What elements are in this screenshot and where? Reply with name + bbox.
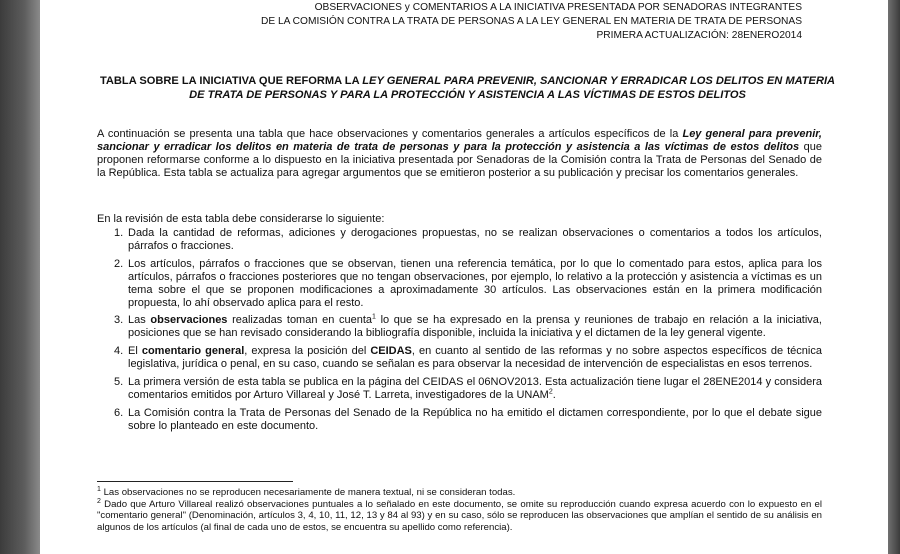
ceidas-term: CEIDAS: [370, 345, 412, 358]
footnote-ref-1[interactable]: 1: [372, 313, 376, 321]
footnote-marker: 2: [97, 497, 101, 505]
footnote-2: [97, 499, 822, 534]
intro-law-name: Ley general para prevenir, sancionar y erradicar los delitos en materia de trata de personas y para la protección y asistencia a las víctimas de estos delitos: [97, 128, 822, 153]
list-item-number: 4.: [114, 345, 124, 358]
observaciones-term: observaciones: [150, 314, 228, 327]
footnote-1: [97, 487, 822, 499]
list-item-text: La primera versión de esta tabla se publica en la página del CEIDAS el 06NOV2013. Esta actualización tiene lugar el 28ENE2014 y considera comentarios emitidos por Arturo Villareal y José T. Larreta, investigadores de la UNAM: [128, 376, 822, 401]
list-item-number: 5.: [114, 376, 124, 389]
document-title: [95, 75, 840, 102]
list-item-text: Dada la cantidad de reformas, adiciones y derogaciones propuestas, no se realizan observaciones o comentarios a todos los artículos, párrafos o fracciones.: [128, 227, 822, 252]
footnote-ref-2[interactable]: 2: [548, 388, 553, 396]
intro-text-2: que proponen reformarse conforme a lo dispuesto en la iniciativa presentada por Senadoras de la Comisión contra la Trata de Personas del Senado de la República. Esta tabla se actualiza para agregar argumentos que se emitieron posterior a su publicación y precisar los comentarios generales.: [97, 140, 822, 179]
list-item: [97, 407, 822, 433]
list-item: [97, 227, 822, 253]
list-item: [97, 258, 822, 310]
list-item-number: 3.: [114, 314, 124, 327]
intro-text-1: A continuación se presenta una tabla que hace observaciones y comentarios generales a artículos específicos de la: [97, 128, 683, 140]
list-item-text: .: [552, 388, 556, 401]
comentario-general-term: comentario general: [141, 345, 245, 358]
list-item-text: La Comisión contra la Trata de Personas del Senado de la República no ha emitido el dictamen correspondiente, por lo que el debate sigue sobre lo planteado en este documento.: [128, 406, 822, 432]
list-item: [97, 345, 822, 371]
considerations-list: [97, 227, 822, 438]
viewer-frame-right: [888, 0, 900, 554]
list-item-number: 1.: [114, 227, 124, 239]
title-law-name: LEY GENERAL PARA PREVENIR, SANCIONAR Y ERRADICAR LOS DELITOS EN MATERIA DE TRATA DE PERSONAS Y PARA LA PROTECCIÓN Y ASISTENCIA A LAS VÍCTIMAS DE ESTOS DELITOS: [189, 75, 836, 101]
list-item-text: , en cuanto al sentido de las reformas y no sobre aspectos específicos de técnica legislativa, jurídica o penal, en su caso, cuando se señalan es para observar la necesidad de intervención de especialistas en esos terrenos.: [128, 345, 822, 371]
header-line-3: PRIMERA ACTUALIZACIÓN: 28ENERO2014: [596, 30, 802, 41]
title-part-1: TABLA SOBRE LA INICIATIVA QUE REFORMA LA: [99, 75, 363, 87]
list-item-text: lo que se ha expresado en la prensa y reuniones de trabajo en relación a la iniciativa, posiciones que se han revisado considerando la bibliografía disponible, incluida la iniciativa y el dictamen de la ley general vigente.: [128, 314, 822, 340]
document-page: [40, 0, 888, 554]
footnote-text: Dado que Arturo Villareal realizó observaciones puntuales a lo señalado en este documento, se omite su reproducción cuando expresa acuerdo con lo expuesto en el "comentario general" (Denominación, artículos 3, 4, 10, 11, 12, 13 y 84 al 93) y en su caso, sólo se reproducen las observaciones que amplían el sentido de su análisis en algunos de los artículos (al final de cada uno de estos, se encuentra su apellido como referencia).: [97, 498, 822, 533]
list-item-text: El: [128, 345, 142, 358]
page-header: [261, 1, 802, 43]
list-item-text: Los artículos, párrafos o fracciones que se observan, tienen una referencia temática, por lo que lo comentado para estos, aplica para los artículos, párrafos o fracciones posteriores que no tengan observaciones, por ejemplo, lo relativo a la protección y asistencia a víctimas es un tema sobre el que se proponen modificaciones a aproximadamente 30 artículos. Las observaciones están en la primera modificación propuesta, lo ahí observado aplica para el resto.: [128, 257, 822, 309]
footnotes: [97, 487, 822, 533]
list-item: [97, 314, 822, 340]
list-item-number: 6.: [114, 406, 124, 419]
list-item-number: 2.: [114, 257, 124, 270]
viewer-frame-left: [0, 0, 40, 554]
header-line-2: DE LA COMISIÓN CONTRA LA TRATA DE PERSONAS A LA LEY GENERAL EN MATERIA DE TRATA DE PERSONAS: [260, 16, 802, 27]
footnote-marker: 1: [97, 485, 101, 493]
list-item-text: realizadas toman en cuenta: [227, 314, 373, 327]
intro-paragraph: [97, 128, 822, 180]
consider-heading: En la revisión de esta tabla debe considerarse lo siguiente:: [97, 213, 385, 225]
list-item-text: Las: [128, 314, 151, 327]
footnote-text: Las observaciones no se reproducen necesariamente de manera textual, ni se consideran todas.: [100, 487, 516, 498]
list-item-text: , expresa la posición del: [244, 345, 371, 358]
header-line-1: OBSERVACIONES y COMENTARIOS A LA INICIATIVA PRESENTADA POR SENADORAS INTEGRANTES: [314, 2, 802, 13]
list-item: [97, 376, 822, 402]
footnote-divider: [97, 481, 293, 482]
